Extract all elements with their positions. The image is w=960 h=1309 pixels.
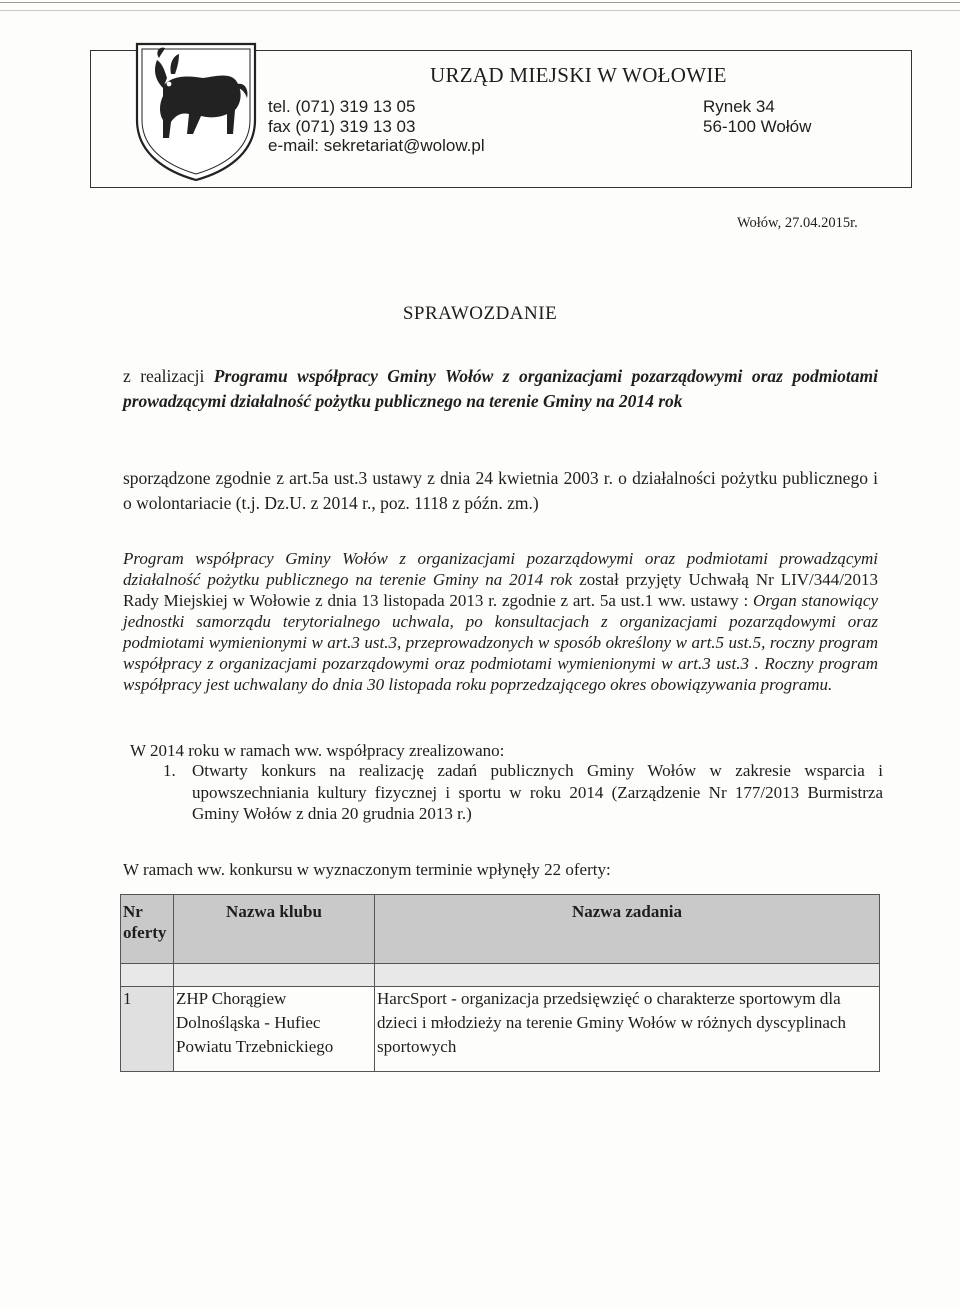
club-name-cell: ZHP Chorągiew Dolnośląska - Hufiec Powiatu Trzebnickiego	[174, 987, 375, 1072]
table-cell	[174, 964, 375, 987]
email-address: e-mail: sekretariat@wolow.pl	[268, 136, 485, 155]
table-spacer-row	[121, 964, 880, 987]
address-block	[703, 97, 811, 136]
list-item	[163, 760, 883, 825]
statute-quote: Organ stanowiący jednostki samorządu terytorialnego uchwala, po konsultacjach z organizacjami pozarządowymi oraz podmiotami wymienionymi w art.3 ust.3, przeprowadzonych w sposób określony w art.5 ust.5, roczny program współpracy z organizacjami pozarządowymi oraz podmiotami wymienionymi w art.3 ust.3 . Roczny program współpracy jest uchwalany do dnia 30 listopada roku poprzedzającego okres obowiązywania programu.	[123, 591, 878, 694]
document-date: Wołów, 27.04.2015r.	[737, 215, 858, 231]
list-item-text: Otwarty konkurs na realizację zadań publicznych Gminy Wołów w zakresie wsparcia i upowszechniania kultury fizycznej i sportu w roku 2014 (Zarządzenie Nr 177/2013 Burmistrza Gminy Wołów z dnia 20 grudnia 2013 r.)	[192, 761, 883, 823]
subtitle-prefix: z realizacji	[123, 366, 205, 386]
offers-table	[120, 894, 880, 1072]
coat-of-arms-ox-icon	[133, 34, 259, 182]
task-name-cell: HarcSport - organizacja przedsięwzięć o charakterze sportowym dla dzieci i młodzieży na terenie Gminy Wołów w różnych dyscyplinach sportowych	[375, 987, 880, 1072]
offer-number-cell: 1	[121, 987, 174, 1072]
street-address: Rynek 34	[703, 97, 775, 116]
offers-text: W ramach ww. konkursu w wyznaczonym terminie wpłynęły 22 oferty:	[123, 860, 611, 879]
fax-number: fax (071) 319 13 03	[268, 116, 416, 136]
office-name: URZĄD MIEJSKI W WOŁOWIE	[430, 63, 727, 87]
resolution-text: został przyjęty Uchwałą Nr LIV/344/2013 Rady Miejskiej w Wołowie z dnia 13 listopada 2013 r. zgodnie z art. 5a ust.1 ww. ustawy :	[123, 570, 878, 610]
column-header-number: Nr oferty	[121, 895, 174, 964]
report-subtitle	[123, 364, 878, 414]
table-header-row	[121, 895, 880, 964]
intro-text: W 2014 roku w ramach ww. współpracy zrealizowano:	[130, 741, 505, 760]
table-cell	[375, 964, 880, 987]
column-header-club: Nazwa klubu	[174, 895, 375, 964]
program-paragraph	[123, 548, 878, 695]
program-name-italic: Program współpracy Gminy Wołów z organizacjami pozarządowymi oraz podmiotami prowadzącymi działalność pożytku publicznego na terenie Gminy na 2014 rok	[123, 549, 878, 589]
document-title: SPRAWOZDANIE	[402, 303, 558, 324]
scan-edge-line	[0, 10, 960, 11]
scan-edge-line	[0, 2, 960, 3]
program-name: Programu współpracy Gminy Wołów z organizacjami pozarządowymi oraz podmiotami prowadzącymi działalność pożytku publicznego na terenie Gminy na 2014 rok	[123, 366, 879, 411]
table-row	[121, 987, 880, 1072]
city-address: 56-100 Wołów	[703, 116, 812, 136]
contact-block	[268, 97, 485, 156]
list-item-number: 1.	[163, 761, 176, 780]
phone-number: tel. (071) 319 13 05	[268, 97, 416, 116]
legal-basis: sporządzone zgodnie z art.5a ust.3 ustawy z dnia 24 kwietnia 2003 r. o działalności pożytku publicznego i o wolontariacie (t.j. Dz.U. z 2014 r., poz. 1118 z późn. zm.)	[123, 468, 878, 513]
column-header-task: Nazwa zadania	[375, 895, 880, 964]
table-cell	[121, 964, 174, 987]
